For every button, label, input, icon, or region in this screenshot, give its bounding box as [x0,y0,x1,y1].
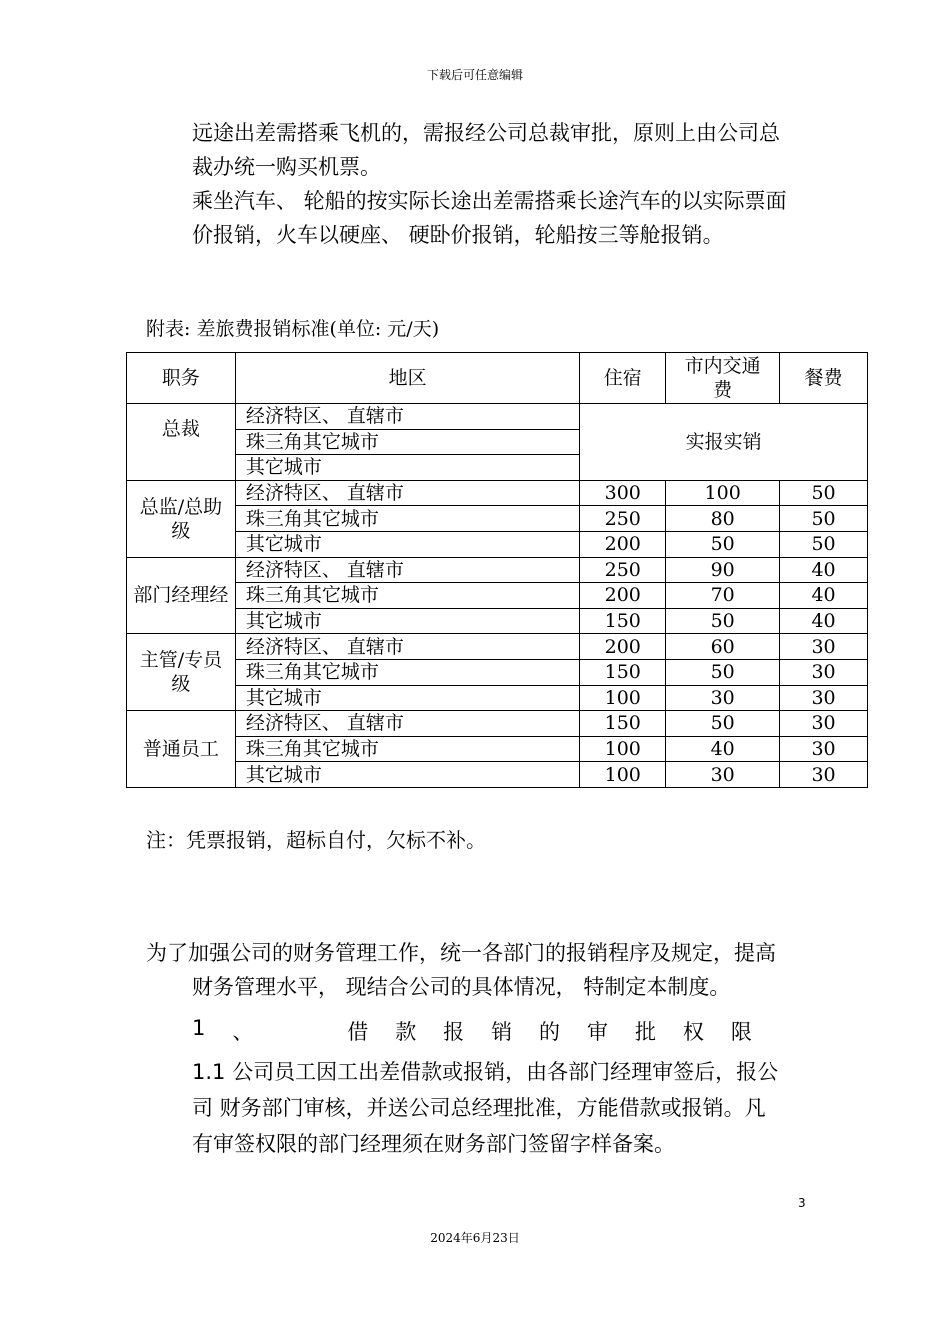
section-heading-char: 款 [395,1020,417,1044]
table-row [127,608,868,634]
section-heading-char: 借 [347,1020,369,1044]
table-row [127,583,868,609]
table-row [127,685,868,711]
table-row [127,762,868,788]
merged-actual-reimburse-cell: 实报实销 [580,404,868,481]
text-line: 远途出差需搭乘飞机的，需报经公司总裁审批，原则上由公司总 [192,121,780,145]
lodging-cell: 200 [580,531,666,557]
region-cell: 其它城市 [235,608,579,634]
meal-cell: 30 [780,711,868,737]
section-heading-char: 权 [682,1020,704,1044]
meal-cell: 30 [780,685,868,711]
region-cell: 珠三角其它城市 [235,583,579,609]
transport-cell: 30 [666,685,780,711]
text-line: 价报销，火车以硬座、 硬卧价报销，轮船按三等舱报销。 [192,223,724,247]
section-heading-char: 审 [587,1020,608,1044]
paragraph-travel-transport [192,116,812,252]
header-cell-transport: 市内交通费 [666,353,780,404]
meal-cell: 40 [780,608,868,634]
meal-cell: 30 [780,634,868,660]
meal-cell: 40 [780,583,868,609]
page-number: 3 [798,1196,806,1210]
region-cell: 经济特区、 直辖市 [235,557,579,583]
meal-cell: 30 [780,762,868,788]
transport-cell: 50 [666,711,780,737]
table-row [127,557,868,583]
header-note: 下载后可任意编辑 [426,68,523,82]
region-cell: 珠三角其它城市 [235,659,579,685]
table-row [127,480,868,506]
transport-cell: 30 [666,762,780,788]
lodging-cell: 250 [580,557,666,583]
table-row [127,659,868,685]
header-cell-region: 地区 [235,353,579,404]
lodging-cell: 150 [580,608,666,634]
table-row [127,711,868,737]
header-cell-meal: 餐费 [780,353,868,404]
role-cell: 部门经理经 [127,557,236,634]
table-row [127,506,868,532]
section-heading-char: 限 [730,1020,752,1044]
region-cell: 经济特区、 直辖市 [235,634,579,660]
region-cell: 其它城市 [235,531,579,557]
paragraph-approval-authority [192,1054,812,1162]
table-row [127,634,868,660]
text-line: 财务管理水平， 现结合公司的具体情况， 特制定本制度。 [192,975,731,999]
meal-cell: 40 [780,557,868,583]
text-line: 1.1 公司员工因工出差借款或报销，由各部门经理审签后，报公 [192,1060,779,1084]
text-line: 有审签权限的部门经理须在财务部门签留字样备案。 [192,1132,675,1156]
lodging-cell: 100 [580,736,666,762]
lodging-cell: 150 [580,711,666,737]
table-caption: 附表: 差旅费报销标准(单位: 元/天) [146,318,440,340]
role-cell: 普通员工 [127,711,236,788]
section-heading-char: 销 [491,1020,513,1044]
expense-standard-table [126,352,868,788]
role-cell: 总监/总助级 [127,480,236,557]
transport-cell: 50 [666,659,780,685]
section-heading-char: 批 [634,1020,656,1044]
region-cell: 经济特区、 直辖市 [235,711,579,737]
transport-cell: 80 [666,506,780,532]
table-row [127,531,868,557]
lodging-cell: 100 [580,685,666,711]
section-heading-1 [192,1016,752,1046]
footer-date: 2024年6月23日 [430,1231,520,1245]
region-cell: 经济特区、 直辖市 [235,404,579,430]
region-cell: 珠三角其它城市 [235,506,579,532]
lodging-cell: 250 [580,506,666,532]
table-header-row [127,353,868,404]
reimbursement-note: 注：凭票报销，超标自付，欠标不补。 [146,828,486,852]
meal-cell: 30 [780,659,868,685]
text-line: 司 财务部门审核，并送公司总经理批准，方能借款或报销。凡 [192,1096,766,1120]
region-cell: 其它城市 [235,455,579,481]
table-row [127,404,868,430]
region-cell: 珠三角其它城市 [235,429,579,455]
region-cell: 经济特区、 直辖市 [235,480,579,506]
text-line: 为了加强公司的财务管理工作，统一各部门的报销程序及规定，提高 [146,941,776,965]
role-cell: 主管/专员级 [127,634,236,711]
transport-cell: 70 [666,583,780,609]
lodging-cell: 100 [580,762,666,788]
section-heading-char: 的 [539,1020,561,1044]
transport-cell: 50 [666,608,780,634]
table-row [127,736,868,762]
lodging-cell: 300 [580,480,666,506]
region-cell: 珠三角其它城市 [235,736,579,762]
lodging-cell: 200 [580,583,666,609]
paragraph-intro [146,936,816,1004]
region-cell: 其它城市 [235,685,579,711]
transport-cell: 60 [666,634,780,660]
header-cell-role: 职务 [127,353,236,404]
section-separator: 、 [232,1020,254,1044]
meal-cell: 50 [780,531,868,557]
section-number: 1 [192,1016,206,1040]
transport-cell: 40 [666,736,780,762]
meal-cell: 30 [780,736,868,762]
header-cell-lodging: 住宿 [580,353,666,404]
transport-cell: 50 [666,531,780,557]
transport-cell: 100 [666,480,780,506]
transport-cell: 90 [666,557,780,583]
text-line: 乘坐汽车、 轮船的按实际长途出差需搭乘长途汽车的以实际票面 [192,189,787,213]
section-spacer [280,1016,320,1046]
meal-cell: 50 [780,480,868,506]
region-cell: 其它城市 [235,762,579,788]
lodging-cell: 200 [580,634,666,660]
lodging-cell: 150 [580,659,666,685]
text-line: 裁办统一购买机票。 [192,155,381,179]
section-heading-char: 报 [443,1020,465,1044]
meal-cell: 50 [780,506,868,532]
role-cell: 总裁 [127,404,236,481]
